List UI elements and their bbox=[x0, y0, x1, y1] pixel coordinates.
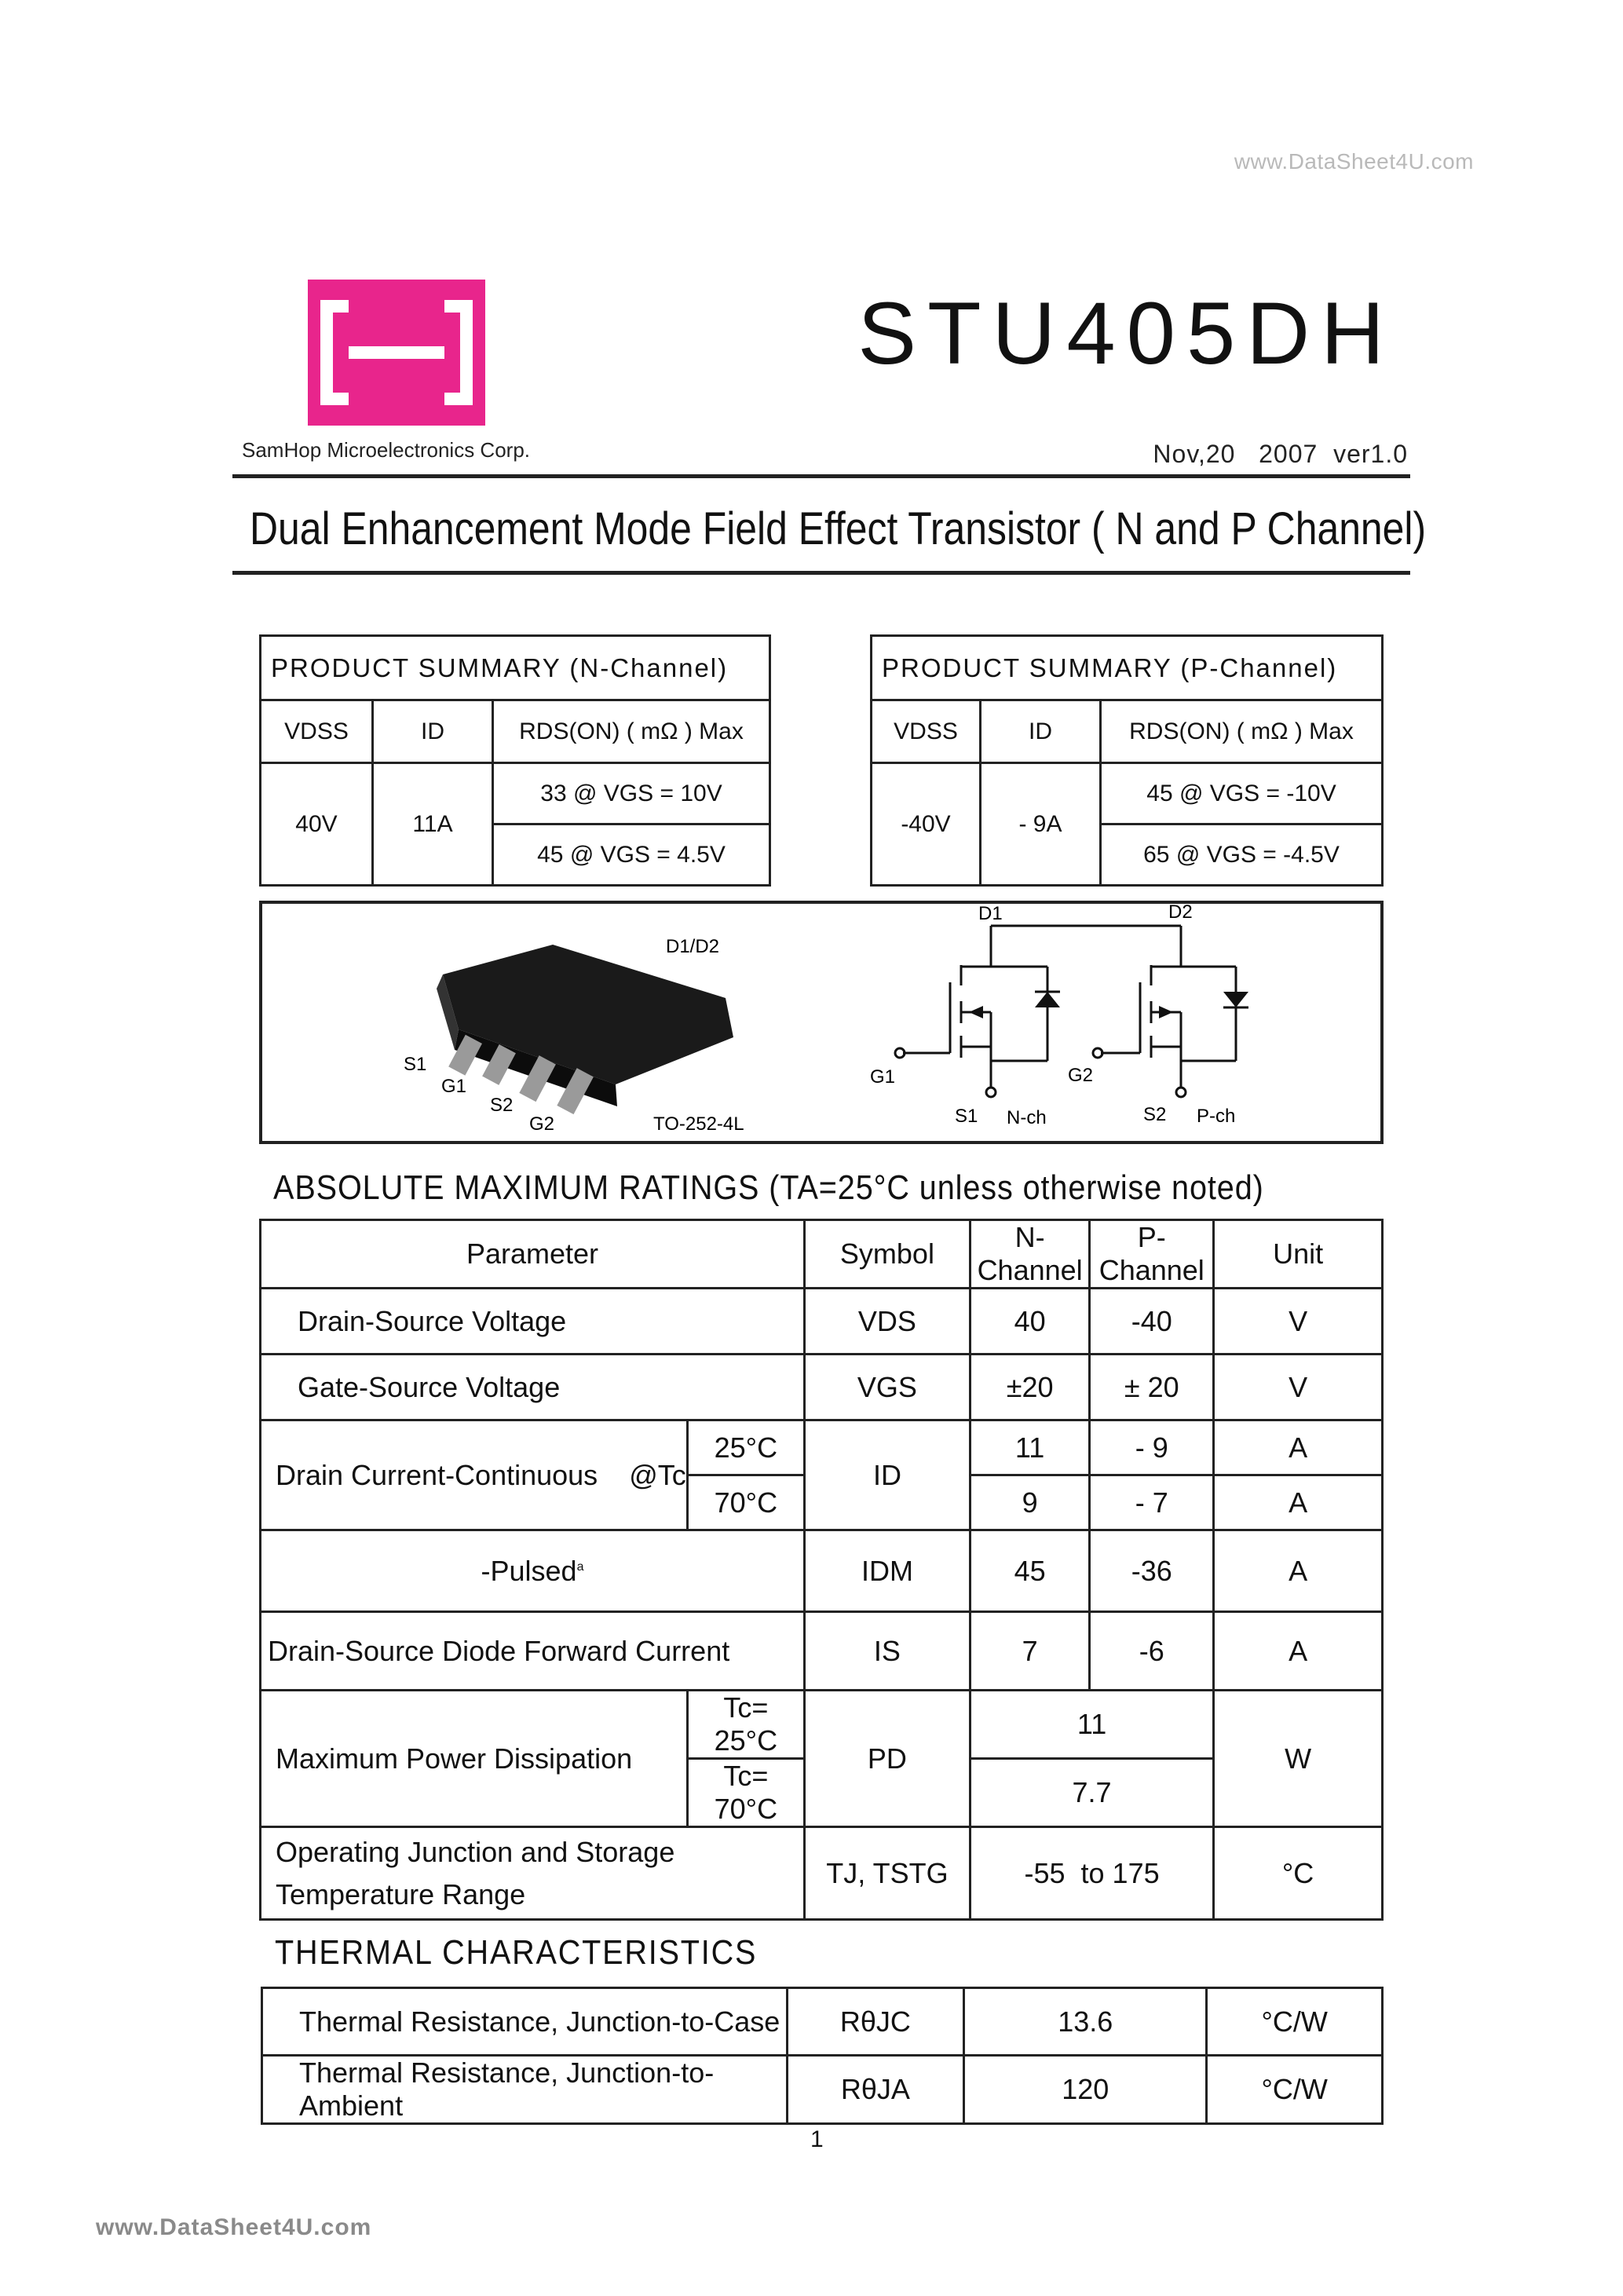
thermal-table bbox=[261, 1987, 1384, 2125]
ps-p-rds-1: 45 @ VGS = -10V bbox=[1101, 763, 1383, 824]
amr-vds-unit: V bbox=[1214, 1289, 1383, 1355]
pin-s1-label: S1 bbox=[404, 1054, 427, 1075]
amr-pd-param: Maximum Power Dissipation bbox=[261, 1691, 688, 1827]
sch-d1-label: D1 bbox=[978, 904, 1003, 924]
ps-p-vdss: -40V bbox=[872, 763, 981, 886]
thermal-jc-value: 13.6 bbox=[964, 1988, 1207, 2056]
amr-id-p-70: - 7 bbox=[1090, 1475, 1214, 1530]
amr-vds-n: 40 bbox=[970, 1289, 1089, 1355]
sch-g2-label: G2 bbox=[1068, 1065, 1094, 1086]
amr-pd-cond-25: Tc= 25°C bbox=[687, 1691, 804, 1759]
company-name: SamHop Microelectronics Corp. bbox=[242, 438, 531, 462]
ps-p-id-header: ID bbox=[981, 700, 1101, 763]
sch-g1-label: G1 bbox=[870, 1066, 896, 1088]
amr-tj-unit: °C bbox=[1214, 1827, 1383, 1920]
ps-n-id: 11A bbox=[373, 763, 493, 886]
sch-nch-label: N-ch bbox=[1007, 1107, 1047, 1128]
amr-idm-label: -Pulsed bbox=[481, 1554, 577, 1587]
amr-vgs-p: ± 20 bbox=[1090, 1355, 1214, 1420]
thermal-jc-symbol: RθJC bbox=[787, 1988, 964, 2056]
amr-vds-param: Drain-Source Voltage bbox=[261, 1289, 805, 1355]
ps-n-vdss-header: VDSS bbox=[261, 700, 373, 763]
amr-header-parameter: Parameter bbox=[261, 1220, 805, 1289]
thermal-ja-param: Thermal Resistance, Junction-to-Ambient bbox=[262, 2056, 788, 2124]
amr-pd-70: 7.7 bbox=[970, 1759, 1213, 1827]
thermal-ja-value: 120 bbox=[964, 2056, 1207, 2124]
amr-vgs-symbol: VGS bbox=[804, 1355, 970, 1420]
amr-id-n-70: 9 bbox=[970, 1475, 1089, 1530]
amr-tj-label-1: Operating Junction and Storage bbox=[276, 1835, 675, 1868]
ps-n-id-header: ID bbox=[373, 700, 493, 763]
amr-pd-cond-70: Tc= 70°C bbox=[687, 1759, 804, 1827]
watermark-top: www.DataSheet4U.com bbox=[1234, 149, 1474, 174]
amr-is-unit: A bbox=[1214, 1612, 1383, 1691]
ps-p-vdss-header: VDSS bbox=[872, 700, 981, 763]
sch-pch-label: P-ch bbox=[1197, 1106, 1236, 1127]
amr-pd-symbol: PD bbox=[804, 1691, 970, 1827]
amr-vgs-unit: V bbox=[1214, 1355, 1383, 1420]
amr-id-unit-70: A bbox=[1214, 1475, 1383, 1530]
amr-pd-unit: W bbox=[1214, 1691, 1383, 1827]
amr-tj-symbol: TJ, TSTG bbox=[804, 1827, 970, 1920]
package-label: TO-252-4L bbox=[653, 1113, 744, 1135]
amr-vds-symbol: VDS bbox=[804, 1289, 970, 1355]
pin-g2-label: G2 bbox=[529, 1113, 555, 1135]
product-summary-n-table bbox=[259, 634, 771, 887]
amr-tj-param bbox=[261, 1827, 805, 1920]
amr-is-p: -6 bbox=[1090, 1612, 1214, 1691]
amr-idm-p: -36 bbox=[1090, 1530, 1214, 1612]
pin-d1d2-label: D1/D2 bbox=[666, 936, 720, 957]
part-number: STU405DH bbox=[857, 284, 1395, 382]
thermal-ja-unit: °C/W bbox=[1207, 2056, 1383, 2124]
amr-id-param: Drain Current-Continuous @Tc bbox=[261, 1420, 688, 1530]
amr-header-symbol: Symbol bbox=[804, 1220, 970, 1289]
date-version: Nov,20 2007 ver1.0 bbox=[1153, 440, 1408, 468]
amr-id-unit-25: A bbox=[1214, 1420, 1383, 1475]
amr-id-n-25: 11 bbox=[970, 1420, 1089, 1475]
package-and-schematic bbox=[262, 904, 1380, 1141]
amr-title: ABSOLUTE MAXIMUM RATINGS (TA=25°C unless otherwise noted) bbox=[273, 1168, 1264, 1207]
amr-id-p-25: - 9 bbox=[1090, 1420, 1214, 1475]
document-headline: Dual Enhancement Mode Field Effect Transistor ( N and P Channel) bbox=[250, 503, 1427, 554]
pin-s2-label: S2 bbox=[490, 1095, 514, 1116]
amr-idm-symbol: IDM bbox=[804, 1530, 970, 1612]
ps-n-vdss: 40V bbox=[261, 763, 373, 886]
amr-table bbox=[259, 1219, 1384, 1921]
ps-p-rds-header: RDS(ON) ( mΩ ) Max bbox=[1101, 700, 1383, 763]
amr-pd-25: 11 bbox=[970, 1691, 1213, 1759]
amr-header-pch: P-Channel bbox=[1090, 1220, 1214, 1289]
amr-vgs-param: Gate-Source Voltage bbox=[261, 1355, 805, 1420]
ps-n-rds-header: RDS(ON) ( mΩ ) Max bbox=[493, 700, 770, 763]
amr-id-cond-70: 70°C bbox=[687, 1475, 804, 1530]
ps-p-id: - 9A bbox=[981, 763, 1101, 886]
thermal-title: THERMAL CHARACTERISTICS bbox=[275, 1933, 758, 1972]
ps-n-rds-1: 33 @ VGS = 10V bbox=[493, 763, 770, 824]
ps-p-rds-2: 65 @ VGS = -4.5V bbox=[1101, 824, 1383, 886]
sch-s1-label: S1 bbox=[955, 1106, 978, 1127]
amr-vds-p: -40 bbox=[1090, 1289, 1214, 1355]
amr-id-symbol: ID bbox=[804, 1420, 970, 1530]
dual-mosfet-schematic bbox=[895, 926, 1236, 1097]
amr-is-n: 7 bbox=[970, 1612, 1089, 1691]
amr-tj-label-2: Temperature Range bbox=[276, 1877, 526, 1910]
samhop-logo bbox=[308, 280, 485, 426]
package-schematic-box bbox=[259, 901, 1384, 1144]
to-252-package-icon bbox=[437, 945, 733, 1114]
product-summary-p-table bbox=[870, 634, 1384, 887]
ps-n-title: PRODUCT SUMMARY (N-Channel) bbox=[261, 636, 770, 700]
amr-idm-unit: A bbox=[1214, 1530, 1383, 1612]
thermal-jc-param: Thermal Resistance, Junction-to-Case bbox=[262, 1988, 788, 2056]
amr-idm-param bbox=[261, 1530, 805, 1612]
header-rule bbox=[232, 474, 1410, 478]
amr-is-param: Drain-Source Diode Forward Current bbox=[261, 1612, 805, 1691]
thermal-jc-unit: °C/W bbox=[1207, 1988, 1383, 2056]
watermark-bottom: www.DataSheet4U.com bbox=[96, 2214, 372, 2240]
amr-idm-footnote: a bbox=[576, 1559, 584, 1574]
amr-idm-n: 45 bbox=[970, 1530, 1089, 1612]
ps-p-title: PRODUCT SUMMARY (P-Channel) bbox=[872, 636, 1383, 700]
ps-n-rds-2: 45 @ VGS = 4.5V bbox=[493, 824, 770, 886]
thermal-ja-symbol: RθJA bbox=[787, 2056, 964, 2124]
amr-header-unit: Unit bbox=[1214, 1220, 1383, 1289]
headline-rule bbox=[232, 571, 1410, 575]
sch-s2-label: S2 bbox=[1143, 1104, 1167, 1125]
amr-is-symbol: IS bbox=[804, 1612, 970, 1691]
sch-d2-label: D2 bbox=[1168, 904, 1193, 923]
pin-g1-label: G1 bbox=[441, 1076, 467, 1097]
amr-vgs-n: ±20 bbox=[970, 1355, 1089, 1420]
amr-header-nch: N-Channel bbox=[970, 1220, 1089, 1289]
page-number: 1 bbox=[810, 2126, 824, 2152]
amr-tj-value: -55 to 175 bbox=[970, 1827, 1213, 1920]
amr-id-cond-25: 25°C bbox=[687, 1420, 804, 1475]
